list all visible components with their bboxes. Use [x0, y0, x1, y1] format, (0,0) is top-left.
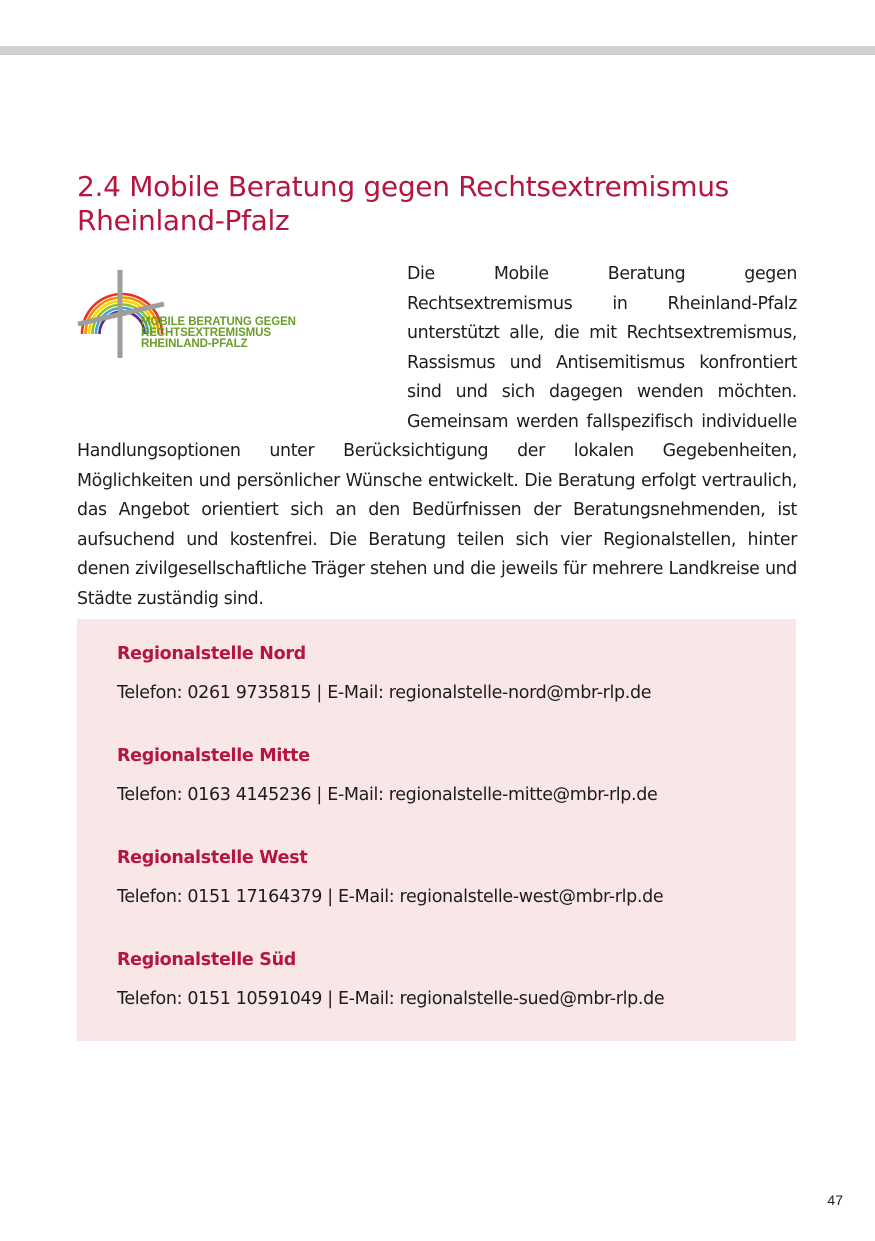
region-contact: Telefon: 0261 9735815 | E-Mail: regionalstelle-nord@mbr-rlp.de: [117, 683, 652, 703]
region-contact: Telefon: 0151 17164379 | E-Mail: regionalstelle-west@mbr-rlp.de: [117, 887, 664, 907]
top-rule: [0, 46, 875, 55]
logo-spacer: [77, 260, 407, 408]
region-name: Regionalstelle Nord: [117, 644, 306, 664]
region-name: Regionalstelle Mitte: [117, 746, 310, 766]
region-name: Regionalstelle West: [117, 848, 308, 868]
logo-line: RHEINLAND-PFALZ: [141, 338, 248, 350]
region-contact: Telefon: 0163 4145236 | E-Mail: regionalstelle-mitte@mbr-rlp.de: [117, 785, 658, 805]
logo-line: RECHTSEXTREMISMUS: [141, 327, 271, 339]
logo-line: MOBILE BERATUNG GEGEN: [141, 316, 296, 328]
region-mitte: [117, 746, 657, 805]
region-name: Regionalstelle Süd: [117, 950, 296, 970]
section-title: 2.4 Mobile Beratung gegen Rechtsextremismus Rheinland-Pfalz: [77, 170, 729, 237]
page-number: 47: [827, 1192, 843, 1208]
intro-block: [77, 260, 797, 614]
region-sued: [117, 950, 664, 1009]
intro-paragraph: Die Mobile Beratung gegen Rechtsextremismus in Rheinland-Pfalz unterstützt alle, die mit Rechtsextremismus, Rassismus und Antisemitismus konfrontiert sind und sich dagegen wenden möchten. Gemeinsam werden fallspezifisch individuelle Handlungsoptionen unter Berücksichtigung der lokalen Gegebenheiten, Möglichkeiten und persönlicher Wünsche entwickelt. Die Beratung erfolgt vertraulich, das Angebot orientiert sich an den Bedürfnissen der Beratungsnehmenden, ist aufsuchend und kostenfrei. Die Beratung teilen sich vier Regionalstellen, hinter denen zivilgesellschaftliche Träger stehen und die jeweils für mehrere Landkreise und Städte zuständig sind.: [77, 264, 797, 609]
region-nord: [117, 644, 651, 703]
contact-box: [77, 619, 796, 1041]
region-west: [117, 848, 663, 907]
region-contact: Telefon: 0151 10591049 | E-Mail: regionalstelle-sued@mbr-rlp.de: [117, 989, 665, 1009]
